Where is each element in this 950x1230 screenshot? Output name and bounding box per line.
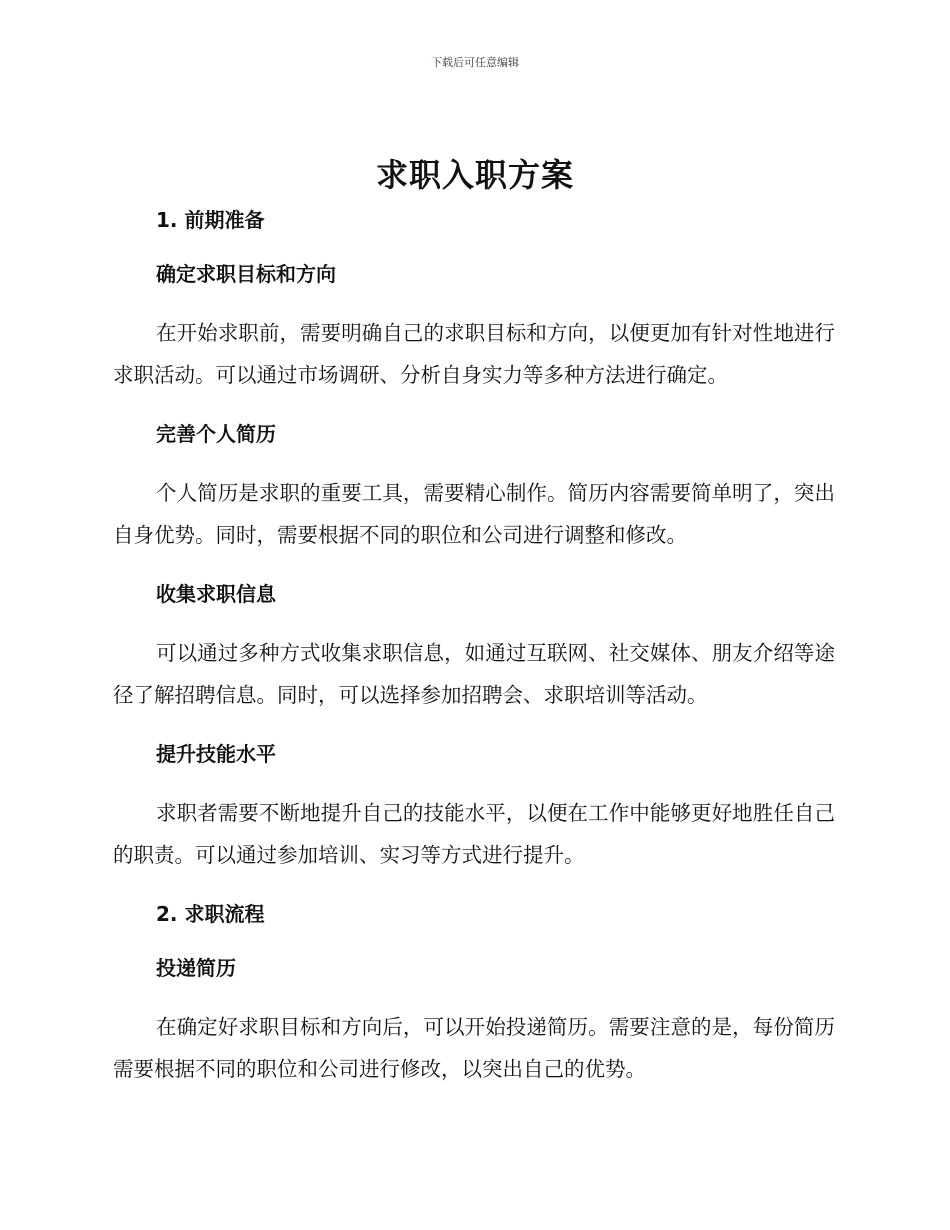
subsection-heading: 提升技能水平	[156, 742, 276, 766]
header-note: 下载后可任意编辑	[431, 56, 519, 69]
section-heading: 1. 前期准备	[156, 208, 265, 232]
paragraph: 个人简历是求职的重要工具，需要精心制作。简历内容需要简单明了，突出自身优势。同时，需要根据不同的职位和公司进行调整和修改。	[113, 481, 835, 547]
subsection-heading: 投递简历	[156, 956, 236, 980]
paragraph: 可以通过多种方式收集求职信息，如通过互联网、社交媒体、朋友介绍等途径了解招聘信息。同时，可以选择参加招聘会、求职培训等活动。	[113, 641, 835, 707]
section-heading: 2. 求职流程	[156, 902, 265, 926]
subsection-heading: 收集求职信息	[156, 582, 276, 606]
subsection-heading: 完善个人简历	[156, 422, 276, 446]
paragraph: 求职者需要不断地提升自己的技能水平，以便在工作中能够更好地胜任自己的职责。可以通过参加培训、实习等方式进行提升。	[113, 801, 835, 867]
paragraph: 在开始求职前，需要明确自己的求职目标和方向，以便更加有针对性地进行求职活动。可以通过市场调研、分析自身实力等多种方法进行确定。	[113, 321, 835, 387]
paragraph: 在确定好求职目标和方向后，可以开始投递简历。需要注意的是，每份简历需要根据不同的职位和公司进行修改，以突出自己的优势。	[113, 1015, 835, 1081]
subsection-heading: 确定求职目标和方向	[156, 262, 336, 286]
document-title: 求职入职方案	[375, 156, 574, 194]
document-body	[113, 204, 835, 1112]
